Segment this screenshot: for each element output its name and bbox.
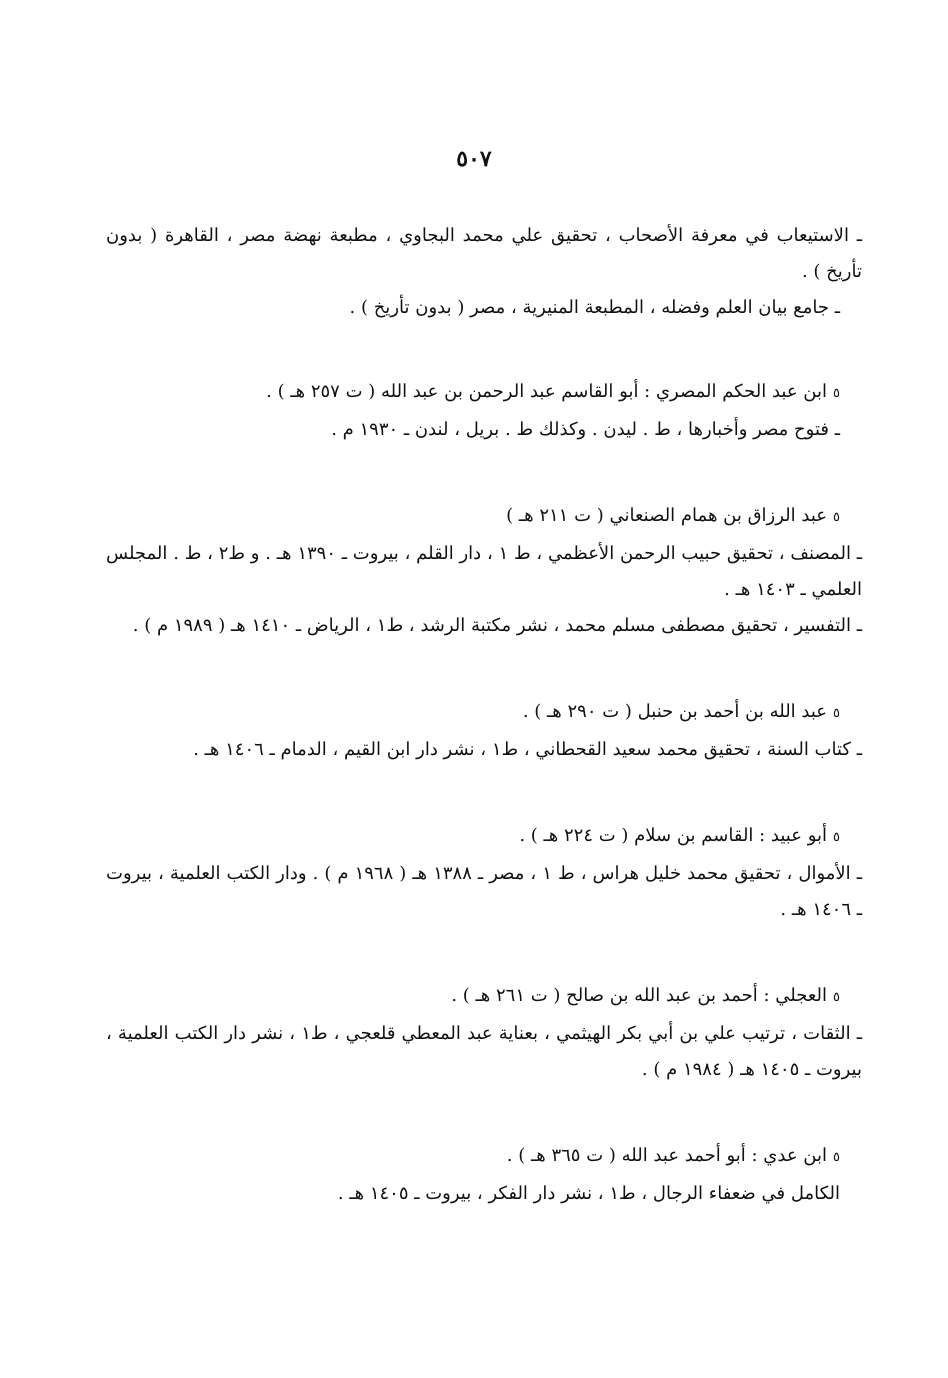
bullet-icon: ٥ bbox=[833, 1150, 840, 1165]
work-citation: ـ التفسير ، تحقيق مصطفى مسلم محمد ، نشر مكتبة الرشد ، ط١ ، الرياض ـ ١٤١٠ هـ ( ١٩٨٩ م ) . bbox=[132, 615, 862, 636]
work-citation: ـ المصنف ، تحقيق حبيب الرحمن الأعظمي ، ط ١ ، دار القلم ، بيروت ـ ١٣٩٠ هـ . و ط٢ ، ط . المجلس العلمي ـ ١٤٠٣ هـ . bbox=[106, 543, 862, 600]
author-heading-text: عبد الله بن أحمد بن حنبل ( ت ٢٩٠ هـ ) . bbox=[522, 701, 828, 722]
author-heading-text: عبد الرزاق بن همام الصنعاني ( ت ٢١١ هـ ) bbox=[506, 505, 828, 526]
author-heading-text: العجلي : أحمد بن عبد الله بن صالح ( ت ٢٦١ هـ ) . bbox=[451, 985, 828, 1006]
bibliography-entry bbox=[106, 818, 862, 928]
author-heading-text: ابن عبد الحكم المصري : أبو القاسم عبد الرحمن بن عبد الله ( ت ٢٥٧ هـ ) . bbox=[266, 381, 828, 402]
bullet-icon: ٥ bbox=[833, 990, 840, 1005]
author-heading bbox=[106, 694, 862, 732]
bullet-icon: ٥ bbox=[833, 386, 840, 401]
bibliography-entry bbox=[106, 694, 862, 768]
author-heading bbox=[106, 374, 862, 412]
work-citation: ـ الثقات ، ترتيب علي بن أبي بكر الهيثمي ، بعناية عبد المعطي قلعجي ، ط١ ، نشر دار الكتب العلمية ، بيروت ـ ١٤٠٥ هـ ( ١٩٨٤ م ) . bbox=[106, 1023, 862, 1080]
bullet-icon: ٥ bbox=[833, 510, 840, 525]
work-citation: ـ كتاب السنة ، تحقيق محمد سعيد القحطاني ، ط١ ، نشر دار ابن القيم ، الدمام ـ ١٤٠٦ هـ . bbox=[193, 739, 862, 760]
page-number: ٥٠٧ bbox=[456, 146, 492, 172]
bibliography-entry bbox=[106, 1138, 862, 1212]
bullet-icon: ٥ bbox=[833, 706, 840, 721]
author-heading bbox=[106, 818, 862, 856]
bibliography-list bbox=[106, 218, 862, 1262]
work-citation: ـ جامع بيان العلم وفضله ، المطبعة المنيرية ، مصر ( بدون تأريخ ) . bbox=[349, 297, 840, 318]
author-heading-text: أبو عبيد : القاسم بن سلام ( ت ٢٢٤ هـ ) . bbox=[519, 825, 828, 846]
work-citation: ـ الاستيعاب في معرفة الأصحاب ، تحقيق علي محمد البجاوي ، مطبعة نهضة مصر ، القاهرة ( بدون تأريخ ) . bbox=[106, 225, 862, 282]
author-heading bbox=[106, 498, 862, 536]
work-citation: ـ فتوح مصر وأخبارها ، ط . ليدن . وكذلك ط . بريل ، لندن ـ ١٩٣٠ م . bbox=[331, 419, 840, 440]
bibliography-entry bbox=[106, 978, 862, 1088]
bullet-icon: ٥ bbox=[833, 830, 840, 845]
author-heading bbox=[106, 978, 862, 1016]
bibliography-entry bbox=[106, 498, 862, 644]
work-citation: ـ الأموال ، تحقيق محمد خليل هراس ، ط ١ ، مصر ـ ١٣٨٨ هـ ( ١٩٦٨ م ) . ودار الكتب العلمية ، بيروت ـ ١٤٠٦ هـ . bbox=[106, 863, 862, 920]
work-citation: الكامل في ضعفاء الرجال ، ط١ ، نشر دار الفكر ، بيروت ـ ١٤٠٥ هـ . bbox=[337, 1183, 840, 1204]
bibliography-entry bbox=[106, 218, 862, 326]
author-heading-text: ابن عدي : أبو أحمد عبد الله ( ت ٣٦٥ هـ ) . bbox=[506, 1145, 828, 1166]
author-heading bbox=[106, 1138, 862, 1176]
bibliography-entry bbox=[106, 374, 862, 448]
